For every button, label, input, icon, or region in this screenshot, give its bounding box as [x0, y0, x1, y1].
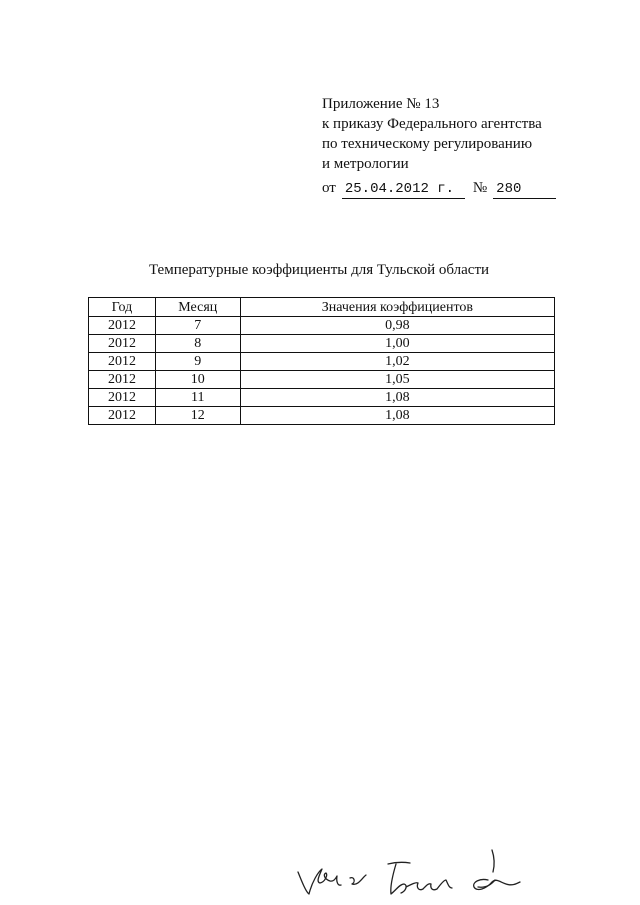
cell-value: 0,98 [240, 317, 554, 335]
cell-value: 1,08 [240, 407, 554, 425]
agency-line: по техническому регулированию [322, 136, 533, 152]
table-row [89, 335, 555, 353]
cell-year: 2012 [89, 407, 156, 425]
cell-year: 2012 [89, 317, 156, 335]
appendix-number: Приложение № 13 [322, 96, 440, 112]
order-date-number-line [322, 178, 622, 199]
table-row [89, 371, 555, 389]
order-number: 280 [493, 181, 556, 199]
coefficients-table [88, 297, 555, 425]
table-header-row [89, 298, 555, 317]
handwritten-signature [292, 842, 522, 900]
table-row [89, 407, 555, 425]
table-row [89, 317, 555, 335]
cell-month: 10 [155, 371, 240, 389]
cell-year: 2012 [89, 335, 156, 353]
cell-month: 7 [155, 317, 240, 335]
cell-value: 1,08 [240, 389, 554, 407]
column-header-value: Значения коэффициентов [240, 298, 554, 317]
cell-value: 1,05 [240, 371, 554, 389]
cell-month: 8 [155, 335, 240, 353]
cell-value: 1,02 [240, 353, 554, 371]
appendix-header [322, 94, 622, 199]
table-row [89, 353, 555, 371]
table-row [89, 389, 555, 407]
agency-line-2: и метрологии [322, 156, 409, 172]
column-header-month: Месяц [155, 298, 240, 317]
column-header-year: Год [89, 298, 156, 317]
cell-year: 2012 [89, 353, 156, 371]
cell-month: 12 [155, 407, 240, 425]
number-label: № [472, 180, 488, 196]
order-reference-line: к приказу Федерального агентства [322, 116, 542, 132]
cell-year: 2012 [89, 389, 156, 407]
cell-year: 2012 [89, 371, 156, 389]
cell-value: 1,00 [240, 335, 554, 353]
cell-month: 11 [155, 389, 240, 407]
from-label: от [322, 180, 336, 196]
document-title [0, 262, 639, 279]
title-text: Температурные коэффициенты для Тульской области [148, 262, 490, 278]
cell-month: 9 [155, 353, 240, 371]
order-date: 25.04.2012 г. [342, 181, 465, 199]
signature-drawing [292, 842, 522, 900]
